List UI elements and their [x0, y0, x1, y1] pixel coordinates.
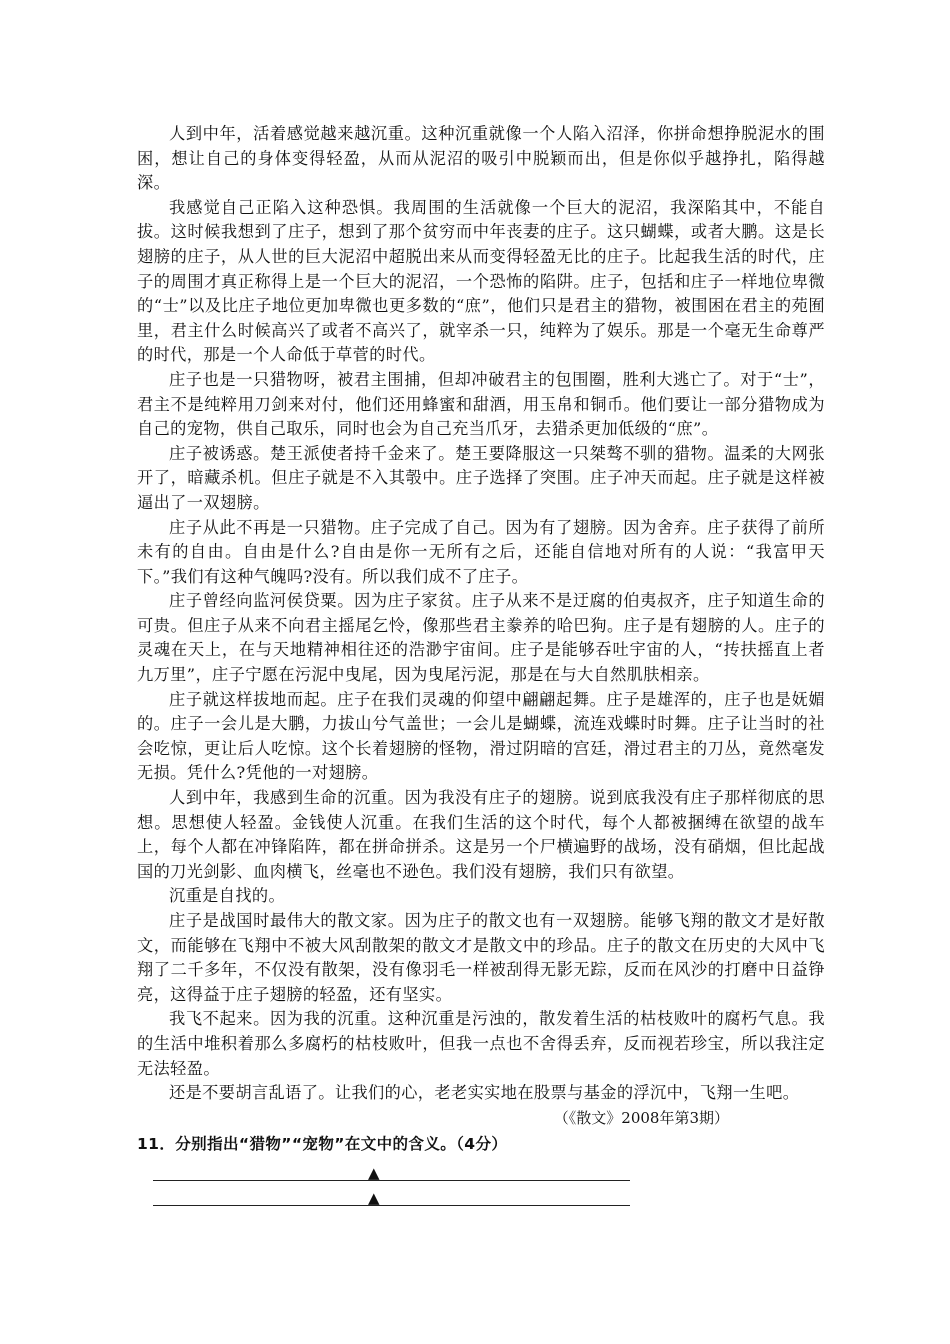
answer-line-2[interactable]	[153, 1181, 630, 1206]
paragraph-1: 人到中年，活着感觉越来越沉重。这种沉重就像一个人陷入沼泽，你拼命想挣脱泥水的围困，想让自己的身体变得轻盈，从而从泥沼的吸引中脱颖而出，但是你似乎越挣扎，陷得越深。	[137, 124, 825, 193]
paragraph-3: 庄子也是一只猎物呀，被君主围捕，但却冲破君主的包围圈，胜利大逃亡了。对于“士”，君主不是纯粹用刀剑来对付，他们还用蜂蜜和甜酒，用玉帛和铜币。他们要让一部分猎物成为自己的宠物，供自己取乐，同时也会为自己充当爪牙，去猎杀更加低级的“庶”。	[137, 369, 825, 439]
paragraph-12: 还是不要胡言乱语了。让我们的心，老老实实地在股票与基金的浮沉中，飞翔一生吧。	[169, 1083, 800, 1103]
paragraph-7: 庄子就这样拔地而起。庄子在我们灵魂的仰望中翩翩起舞。庄子是雄浑的，庄子也是妩媚的。庄子一会儿是大鹏，力拔山兮气盖世；一会儿是蝴蝶，流连戏蝶时时舞。庄子让当时的社会吃惊，更让后人吃惊。这个长着翅膀的怪物，滑过阴暗的宫廷，滑过君主的刀丛，竟然毫发无损。凭什么?凭他的一对翅膀。	[137, 689, 825, 783]
paragraph-4: 庄子被诱惑。楚王派使者持千金来了。楚王要降服这一只桀骜不驯的猎物。温柔的大网张开了，暗藏杀机。但庄子就是不入其彀中。庄子选择了突围。庄子冲天而起。庄子就是这样被逼出了一双翅膀。	[137, 443, 825, 512]
article-body	[137, 122, 825, 1106]
article-source: （《散文》2008年第3期）	[553, 1108, 729, 1127]
answer-marker-1: ▲	[368, 1163, 380, 1182]
paragraph-8: 人到中年，我感到生命的沉重。因为我没有庄子的翅膀。说到底我没有庄子那样彻底的思想。思想使人轻盈。金钱使人沉重。在我们生活的这个时代，每个人都被捆缚在欲望的战车上，每个人都在冲锋陷阵，都在拼命拼杀。这是另一个尸横遍野的战场，没有硝烟，但比起战国的刀光剑影、血肉横飞，丝毫也不逊色。我们没有翅膀，我们只有欲望。	[137, 788, 825, 881]
paragraph-5: 庄子从此不再是一只猎物。庄子完成了自己。因为有了翅膀。因为舍弃。庄子获得了前所未有的自由。自由是什么?自由是你一无所有之后，还能自信地对所有的人说：“我富甲天下。”我们有这种气魄吗?没有。所以我们成不了庄子。	[137, 517, 825, 586]
document-page	[137, 122, 825, 1206]
paragraph-2: 我感觉自己正陷入这种恐惧。我周围的生活就像一个巨大的泥沼，我深陷其中，不能自拔。这时候我想到了庄子，想到了那个贫穷而中年丧妻的庄子。这只蝴蝶，或者大鹏。这是长翅膀的庄子，从人世的巨大泥沼中超脱出来从而变得轻盈无比的庄子。比起我生活的时代，庄子的周围才真正称得上是一个巨大的泥沼，一个恐怖的陷阱。庄子，包括和庄子一样地位卑微的“士”以及比庄子地位更加卑微也更多数的“庶”，他们只是君主的猎物，被围困在君主的苑囿里，君主什么时候高兴了或者不高兴了，就宰杀一只，纯粹为了娱乐。那是一个毫无生命尊严的时代，那是一个人命低于草菅的时代。	[137, 197, 825, 365]
paragraph-11: 我飞不起来。因为我的沉重。这种沉重是污浊的，散发着生活的枯枝败叶的腐朽气息。我的生活中堆积着那么多腐朽的枯枝败叶，但我一点也不舍得丢弃，反而视若珍宝，所以我注定无法轻盈。	[137, 1009, 825, 1078]
paragraph-9: 沉重是自找的。	[169, 886, 286, 906]
answer-marker-2: ▲	[368, 1188, 380, 1207]
answer-line-1[interactable]	[153, 1156, 630, 1181]
question-11: 11．分别指出“猎物”“宠物”在文中的含义。（4分）	[137, 1134, 508, 1153]
paragraph-10: 庄子是战国时最伟大的散文家。因为庄子的散文也有一双翅膀。能够飞翔的散文才是好散文，而能够在飞翔中不被大风刮散架的散文才是散文中的珍品。庄子的散文在历史的大风中飞翔了二千多年，不仅没有散架，没有像羽毛一样被刮得无影无踪，反而在风沙的打磨中日益铮亮，这得益于庄子翅膀的轻盈，还有坚实。	[137, 911, 825, 1004]
paragraph-6: 庄子曾经向监河侯贷粟。因为庄子家贫。庄子从来不是迂腐的伯夷叔齐，庄子知道生命的可贵。但庄子从来不向君主摇尾乞怜，像那些君主豢养的哈巴狗。庄子是有翅膀的人。庄子的灵魂在天上，在与天地精神相往还的浩渺宇宙间。庄子是能够吞吐宇宙的人，“抟扶摇直上者九万里”，庄子宁愿在污泥中曳尾，因为曳尾污泥，那是在与大自然肌肤相亲。	[137, 591, 825, 685]
